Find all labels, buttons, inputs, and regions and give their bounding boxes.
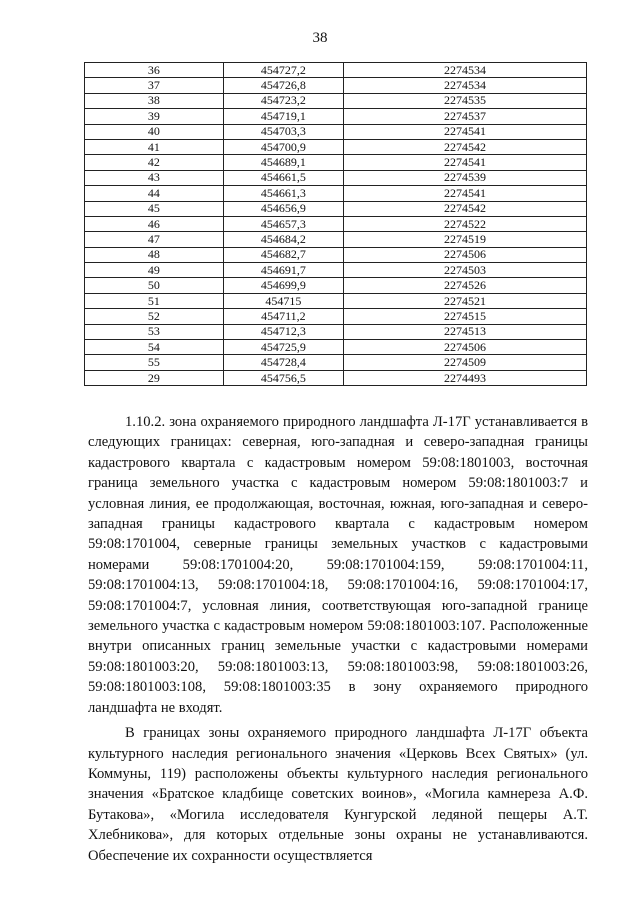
x-coordinate-cell: 454712,3	[223, 324, 343, 339]
x-coordinate-cell: 454682,7	[223, 247, 343, 262]
point-number-cell: 41	[85, 139, 224, 154]
x-coordinate-cell: 454725,9	[223, 340, 343, 355]
y-coordinate-cell: 2274526	[343, 278, 586, 293]
paragraph-text: В границах зоны охраняемого природного ландшафта Л-17Г объекта культурного наследия регионального значения «Церковь Всех Святых» (ул. Коммуны, 119) расположены объекты культурного наследия регионального значения «Братское кладбище советских воинов», «Могила камнереза А.Ф. Бутакова», «Могила исследователя Кунгурской ледяной пещеры А.Т. Хлебникова», для которых отдельные зоны охраны не устанавливаются. Обеспечение их сохранности осуществляется	[88, 725, 588, 864]
point-number-cell: 55	[85, 355, 224, 370]
y-coordinate-cell: 2274541	[343, 155, 586, 170]
x-coordinate-cell: 454703,3	[223, 124, 343, 139]
table-row	[85, 78, 587, 93]
y-coordinate-cell: 2274539	[343, 170, 586, 185]
table-row	[85, 170, 587, 185]
x-coordinate-cell: 454689,1	[223, 155, 343, 170]
table-row	[85, 201, 587, 216]
table-row	[85, 216, 587, 231]
coordinates-table-body	[85, 63, 587, 386]
table-row	[85, 340, 587, 355]
y-coordinate-cell: 2274519	[343, 232, 586, 247]
point-number-cell: 52	[85, 309, 224, 324]
point-number-cell: 51	[85, 293, 224, 308]
table-row	[85, 293, 587, 308]
y-coordinate-cell: 2274506	[343, 340, 586, 355]
point-number-cell: 46	[85, 216, 224, 231]
paragraph-text: 1.10.2. зона охраняемого природного ландшафта Л-17Г устанавливается в следующих границах: северная, юго-западная и северо-западная границы кадастрового квартала с кадастровым номером 59:08:1801003, восточная граница земельного участка с кадастровым номером 59:08:1801003:7 и условная линия, ее продолжающая, восточная, южная, юго-западная и северо-западная границы кадастрового квартала с кадастровым номером 59:08:1701004, северные границы земельных участков с кадастровыми номерами 59:08:1701004:20, 59:08:1701004:159, 59:08:1701004:11, 59:08:1701004:13, 59:08:1701004:18, 59:08:1701004:16, 59:08:1701004:17, 59:08:1701004:7, условная линия, соответствующая юго-западной границе земельного участка с кадастровым номером 59:08:1801003:107. Расположенные внутри описанных границ земельные участки с кадастровыми номерами 59:08:1801003:20, 59:08:1801003:13, 59:08:1801003:98, 59:08:1801003:26, 59:08:1801003:108, 59:08:1801003:35 в зону охраняемого природного ландшафта не входят.	[88, 414, 588, 716]
x-coordinate-cell: 454699,9	[223, 278, 343, 293]
point-number-cell: 42	[85, 155, 224, 170]
x-coordinate-cell: 454723,2	[223, 93, 343, 108]
point-number-cell: 53	[85, 324, 224, 339]
table-row	[85, 247, 587, 262]
y-coordinate-cell: 2274506	[343, 247, 586, 262]
table-row	[85, 186, 587, 201]
point-number-cell: 44	[85, 186, 224, 201]
y-coordinate-cell: 2274541	[343, 124, 586, 139]
x-coordinate-cell: 454715	[223, 293, 343, 308]
paragraph-heritage-objects	[88, 723, 588, 866]
table-row	[85, 370, 587, 385]
x-coordinate-cell: 454656,9	[223, 201, 343, 216]
x-coordinate-cell: 454684,2	[223, 232, 343, 247]
y-coordinate-cell: 2274537	[343, 109, 586, 124]
x-coordinate-cell: 454756,5	[223, 370, 343, 385]
point-number-cell: 49	[85, 263, 224, 278]
point-number-cell: 45	[85, 201, 224, 216]
x-coordinate-cell: 454691,7	[223, 263, 343, 278]
x-coordinate-cell: 454700,9	[223, 139, 343, 154]
y-coordinate-cell: 2274522	[343, 216, 586, 231]
x-coordinate-cell: 454657,3	[223, 216, 343, 231]
table-row	[85, 93, 587, 108]
y-coordinate-cell: 2274534	[343, 78, 586, 93]
point-number-cell: 39	[85, 109, 224, 124]
table-row	[85, 263, 587, 278]
x-coordinate-cell: 454719,1	[223, 109, 343, 124]
point-number-cell: 50	[85, 278, 224, 293]
page-number: 38	[312, 30, 328, 46]
paragraph-zone-boundaries	[88, 412, 588, 718]
y-coordinate-cell: 2274541	[343, 186, 586, 201]
table-row	[85, 139, 587, 154]
y-coordinate-cell: 2274503	[343, 263, 586, 278]
x-coordinate-cell: 454728,4	[223, 355, 343, 370]
point-number-cell: 36	[85, 63, 224, 78]
table-row	[85, 324, 587, 339]
y-coordinate-cell: 2274534	[343, 63, 586, 78]
table-row	[85, 124, 587, 139]
document-text	[88, 412, 588, 866]
table-row	[85, 309, 587, 324]
point-number-cell: 48	[85, 247, 224, 262]
y-coordinate-cell: 2274542	[343, 201, 586, 216]
point-number-cell: 43	[85, 170, 224, 185]
y-coordinate-cell: 2274542	[343, 139, 586, 154]
y-coordinate-cell: 2274509	[343, 355, 586, 370]
x-coordinate-cell: 454711,2	[223, 309, 343, 324]
y-coordinate-cell: 2274521	[343, 293, 586, 308]
coordinates-table	[84, 62, 587, 386]
table-row	[85, 63, 587, 78]
y-coordinate-cell: 2274493	[343, 370, 586, 385]
point-number-cell: 54	[85, 340, 224, 355]
point-number-cell: 29	[85, 370, 224, 385]
y-coordinate-cell: 2274513	[343, 324, 586, 339]
table-row	[85, 109, 587, 124]
x-coordinate-cell: 454661,3	[223, 186, 343, 201]
point-number-cell: 47	[85, 232, 224, 247]
point-number-cell: 40	[85, 124, 224, 139]
y-coordinate-cell: 2274535	[343, 93, 586, 108]
point-number-cell: 37	[85, 78, 224, 93]
x-coordinate-cell: 454661,5	[223, 170, 343, 185]
table-row	[85, 155, 587, 170]
table-row	[85, 355, 587, 370]
point-number-cell: 38	[85, 93, 224, 108]
x-coordinate-cell: 454726,8	[223, 78, 343, 93]
table-row	[85, 232, 587, 247]
x-coordinate-cell: 454727,2	[223, 63, 343, 78]
table-row	[85, 278, 587, 293]
y-coordinate-cell: 2274515	[343, 309, 586, 324]
